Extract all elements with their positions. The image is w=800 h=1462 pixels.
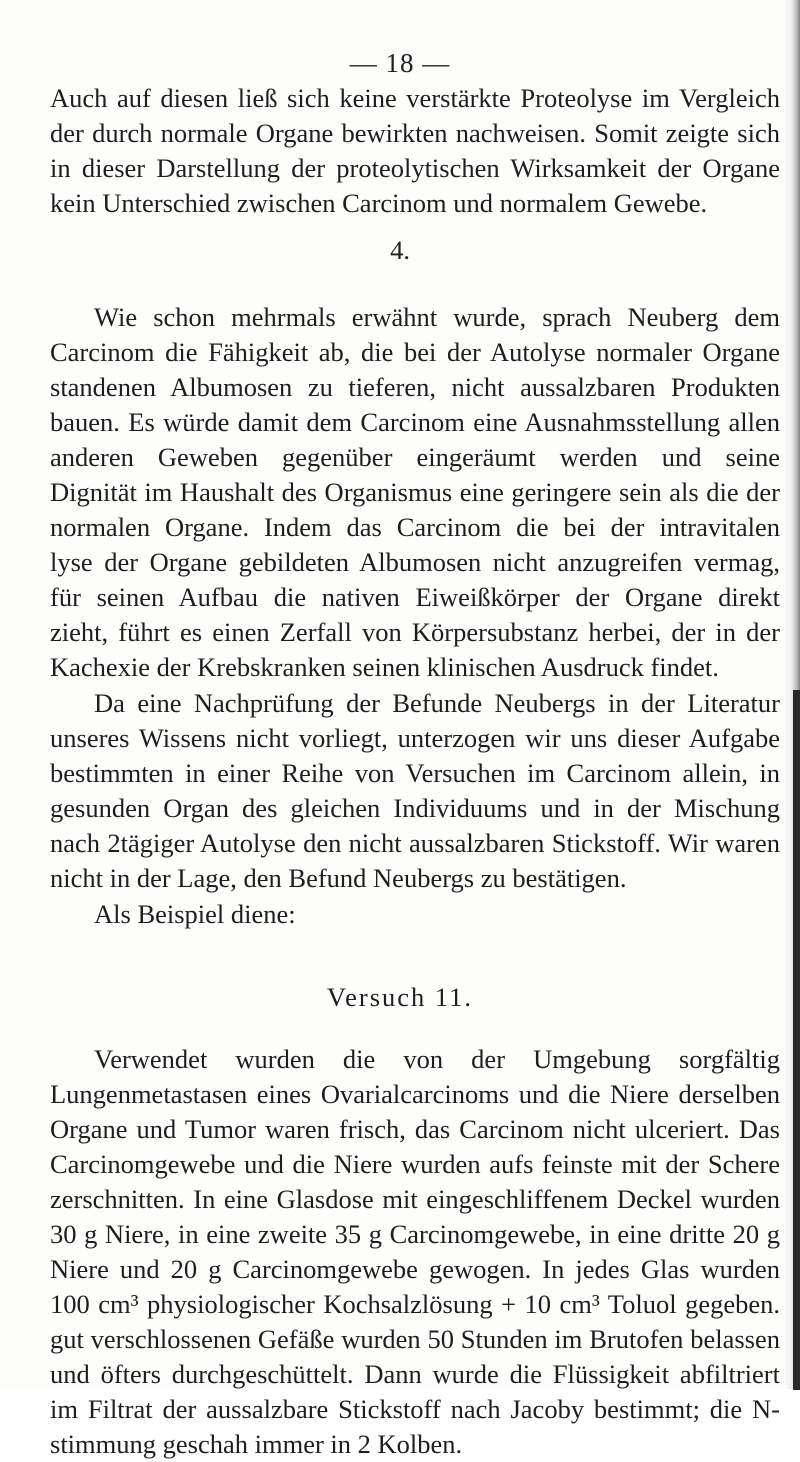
paragraph-continuation [50,81,780,221]
text-line: Dignität im Haushalt des Organismus eine geringere sein als die der [50,477,780,507]
text-line: anderen Geweben gegenüber eingeräumt werden und seine [50,442,780,472]
page-number: — 18 — [349,48,451,78]
text-line: zieht, führt es einen Zerfall von Körpersubstanz herbei, der in der [50,617,780,647]
text-line: bestimmten in einer Reihe von Versuchen im Carcinom allein, in [50,758,780,788]
text-line: Verwendet wurden die von der Umgebung sorgfältig [94,1044,780,1074]
text-line: Wie schon mehrmals erwähnt wurde, sprach Neuberg dem [94,302,780,332]
text-line: gut verschlossenen Gefäße wurden 50 Stunden im Brutofen belassen [50,1324,780,1354]
text-line: standenen Albumosen zu tieferen, nicht aussalzbaren Produkten [50,372,780,402]
text-line: Carcinomgewebe und die Niere wurden aufs feinste mit der Schere [50,1149,780,1179]
text-line: Carcinom die Fähigkeit ab, die bei der Autolyse normaler Organe [50,337,780,367]
text-line: Als Beispiel diene: [94,899,296,929]
text-line: nach 2tägiger Autolyse den nicht aussalzbaren Stickstoff. Wir waren [50,828,780,858]
text-line: 30 g Niere, in eine zweite 35 g Carcinomgewebe, in eine dritte 20 g [50,1219,780,1249]
text-line: gesunden Organ des gleichen Individuums und in der Mischung [50,793,780,823]
text-line: nicht in der Lage, den Befund Neubergs zu bestätigen. [50,863,627,893]
paragraph-neuberg [50,300,780,685]
section-number: 4. [390,235,410,265]
text-line: Organe und Tumor waren frisch, das Carcinom nicht ulceriert. Das [50,1114,780,1144]
text-line: Niere und 20 g Carcinomgewebe gewogen. In jedes Glas wurden [50,1254,780,1284]
text-line: bauen. Es würde damit dem Carcinom eine Ausnahmsstellung allen [50,407,780,437]
text-line: lyse der Organe gebildeten Albumosen nicht anzugreifen vermag, [50,547,780,577]
page-edge-dark-band [793,690,800,1390]
text-line: im Filtrat der aussalzbare Stickstoff nach Jacoby bestimmt; die N- [50,1394,780,1424]
text-line: stimmung geschah immer in 2 Kolben. [50,1429,463,1459]
text-line: für seinen Aufbau die nativen Eiweißkörper der Organe direkt [50,582,780,612]
text-line: zerschnitten. In eine Glasdose mit eingeschliffenem Deckel wurden [50,1184,780,1214]
text-line: in dieser Darstellung der proteolytischen Wirksamkeit der Organe [50,153,780,183]
text-line: Da eine Nachprüfung der Befunde Neubergs in der Literatur [94,688,780,718]
paragraph-beispiel [50,897,780,932]
text-line: kein Unterschied zwischen Carcinom und normalem Gewebe. [50,188,708,218]
text-line: der durch normale Organe bewirkten nachweisen. Somit zeigte sich [50,118,780,148]
text-line: normalen Organe. Indem das Carcinom die bei der intravitalen [50,512,780,542]
experiment-heading: Versuch 11. [326,982,474,1012]
text-line: unseres Wissens nicht vorliegt, unterzogen wir uns dieser Aufgabe [50,723,780,753]
text-line: 100 cm³ physiologischer Kochsalzlösung + 10 cm³ Toluol gegeben. [50,1289,780,1319]
text-line: Lungenmetastasen eines Ovarialcarcinoms und die Niere derselben [50,1079,780,1109]
text-line: Auch auf diesen ließ sich keine verstärkte Proteolyse im Vergleich [50,83,780,113]
text-line: und öfters durchgeschüttelt. Dann wurde die Flüssigkeit abfiltriert [50,1359,780,1389]
text-line: Kachexie der Krebskranken seinen klinischen Ausdruck findet. [50,652,719,682]
paragraph-versuch [50,1042,780,1462]
paragraph-nachpruefung [50,686,780,896]
